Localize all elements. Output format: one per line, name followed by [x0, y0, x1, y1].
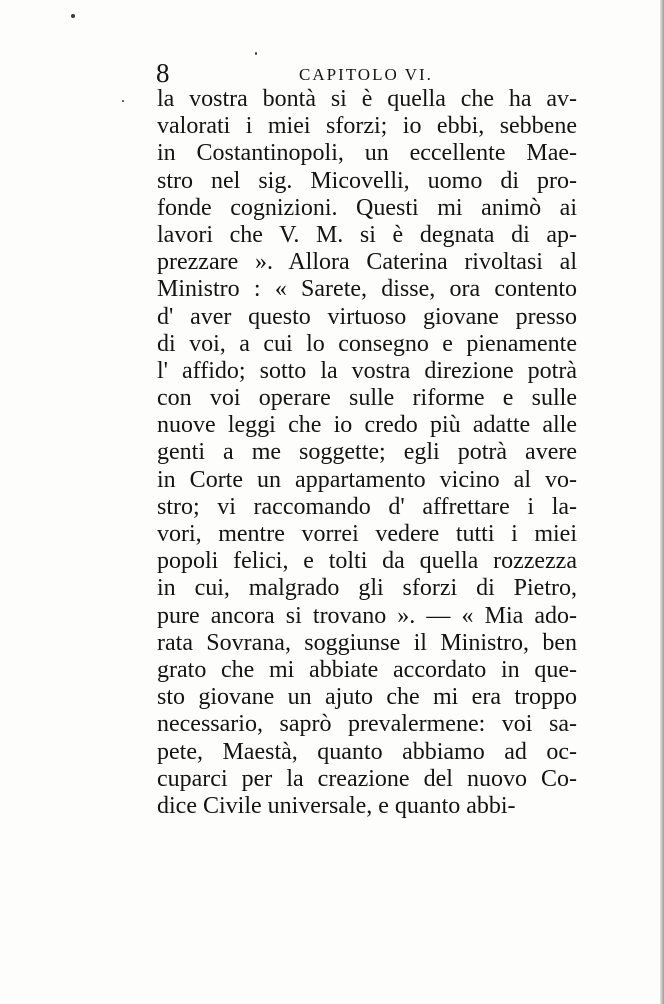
text-line: genti a me soggette; egli potrà avere: [157, 439, 577, 466]
text-line: cuparci per la creazione del nuovo Co-: [157, 765, 577, 792]
text-line: di voi, a cui lo consegno e pienamente: [157, 330, 577, 357]
text-line: in cui, malgrado gli sforzi di Pietro,: [157, 575, 577, 602]
text-line: lavori che V. M. si è degnata di ap-: [157, 221, 577, 248]
text-line: d' aver questo virtuoso giovane presso: [157, 303, 577, 330]
text-line: pete, Maestà, quanto abbiamo ad oc-: [157, 738, 577, 765]
text-line: fonde cognizioni. Questi mi animò ai: [157, 194, 577, 221]
text-line: nuove leggi che io credo più adatte alle: [157, 412, 577, 439]
text-line: popoli felici, e tolti da quella rozzezza: [157, 548, 577, 575]
ink-speck: [122, 100, 124, 102]
ink-speck: [71, 14, 75, 18]
text-line: prezzare ». Allora Caterina rivoltasi al: [157, 249, 577, 276]
ink-speck: [255, 52, 257, 55]
text-line: in Corte un appartamento vicino al vo-: [157, 466, 577, 493]
text-line: la vostra bontà si è quella che ha av-: [157, 86, 577, 112]
text-line: l' affido; sotto la vostra direzione potrà: [157, 357, 577, 384]
text-line: valorati i miei sforzi; io ebbi, sebbene: [157, 113, 577, 140]
body-text: [157, 86, 577, 820]
page-number: 8: [156, 58, 170, 88]
text-line: stro nel sig. Micovelli, uomo di pro-: [157, 167, 577, 194]
text-line: sto giovane un ajuto che mi era troppo: [157, 684, 577, 711]
page-edge-shadow: [660, 0, 664, 1004]
running-title: CAPITOLO VI.: [299, 65, 433, 84]
text-line: stro; vi raccomando d' affrettare i la-: [157, 493, 577, 520]
text-line: con voi operare sulle riforme e sulle: [157, 385, 577, 412]
text-line: necessario, saprò prevalermene: voi sa-: [157, 711, 577, 738]
text-line: pure ancora si trovano ». — « Mia ado-: [157, 602, 577, 629]
text-line: in Costantinopoli, un eccellente Mae-: [157, 140, 577, 167]
text-line: dice Civile universale, e quanto abbi-: [157, 792, 516, 819]
text-line: rata Sovrana, soggiunse il Ministro, ben: [157, 629, 577, 656]
text-line: vori, mentre vorrei vedere tutti i miei: [157, 521, 577, 547]
text-line: grato che mi abbiate accordato in que-: [157, 656, 577, 683]
text-line: Ministro : « Sarete, disse, ora contento: [157, 276, 577, 303]
